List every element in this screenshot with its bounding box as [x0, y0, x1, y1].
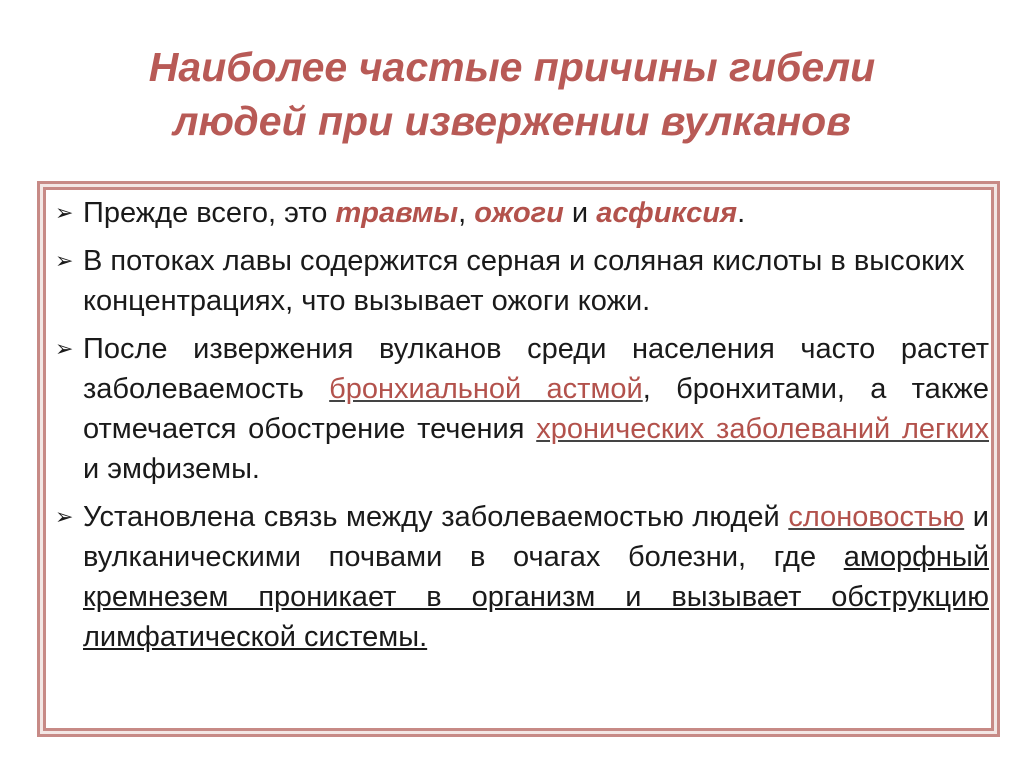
slide-title — [0, 40, 1024, 148]
highlight-injuries: травмы — [335, 197, 459, 229]
bullet-item-lava-acids — [55, 241, 989, 321]
item-text: В потоках лавы содержится серная и соляная кислоты в высоких концентрациях, что вызывает ожоги кожи. — [83, 245, 965, 317]
link-elephantiasis[interactable]: слоновостью — [788, 501, 965, 533]
item-text: и эмфиземы. — [83, 453, 260, 485]
item-text: . — [737, 197, 746, 229]
bullet-item-causes — [55, 193, 989, 233]
bullet-item-elephantiasis — [55, 497, 989, 657]
arrow-bullet-icon: ➢ — [55, 248, 74, 273]
highlight-asphyxia: асфиксия — [596, 197, 738, 229]
highlight-burns: ожоги — [474, 197, 564, 229]
slide-title-line-1: Наиболее частые причины гибели — [148, 44, 876, 90]
item-text: Прежде всего, это — [83, 197, 336, 229]
bullet-item-respiratory — [55, 329, 989, 489]
arrow-bullet-icon: ➢ — [55, 200, 74, 225]
item-text: После извержения вулканов среди населения часто растет заболеваемость — [83, 333, 989, 405]
item-text: и — [563, 197, 597, 229]
slide-title-line-2: людей при извержении вулканов — [173, 98, 851, 144]
bullet-list — [55, 193, 989, 665]
link-bronchial-asthma[interactable]: бронхиальной астмой — [329, 373, 643, 405]
arrow-bullet-icon: ➢ — [55, 336, 74, 361]
arrow-bullet-icon: ➢ — [55, 504, 74, 529]
item-text: Установлена связь между заболеваемостью людей — [83, 501, 789, 533]
item-text: , бронхитами, а также отмечается обострение течения — [83, 373, 989, 445]
link-chronic-lung-diseases[interactable]: хронических заболеваний легких — [536, 413, 989, 445]
underlined-silica-text: аморфный кремнезем проникает в организм и вызывает обструкцию лимфатической системы. — [83, 541, 989, 653]
item-text: , — [458, 197, 475, 229]
item-text: и вулканическими почвами в очагах болезни, где — [83, 501, 989, 573]
